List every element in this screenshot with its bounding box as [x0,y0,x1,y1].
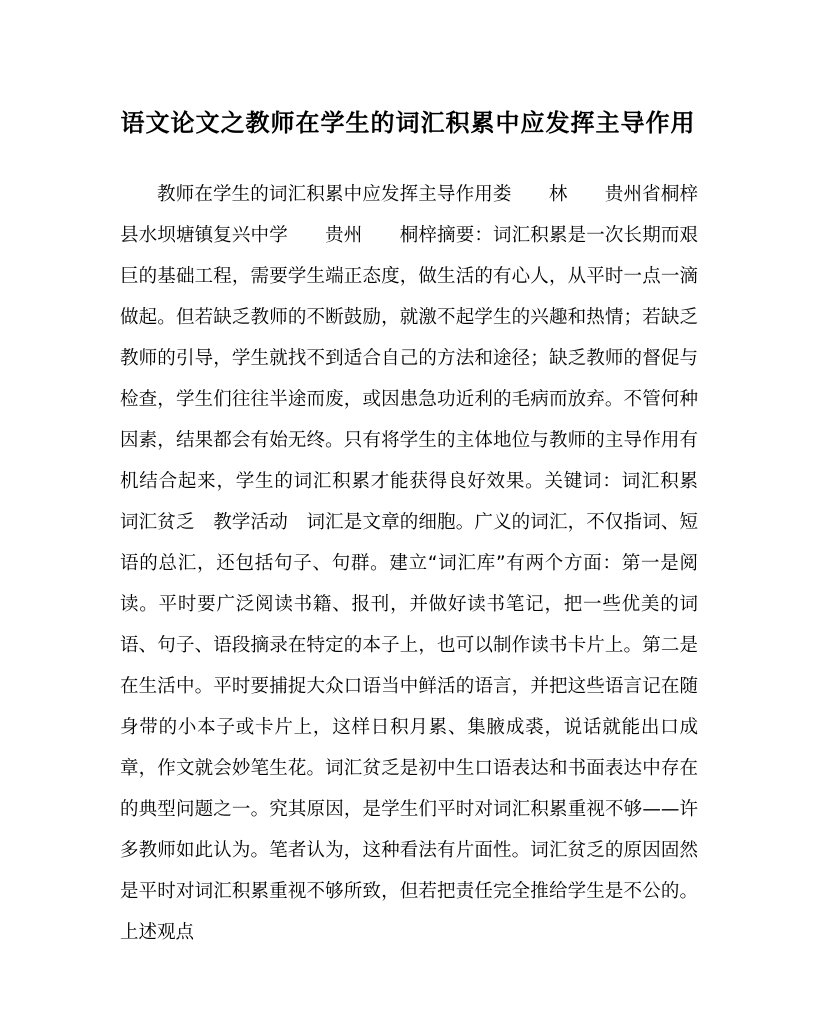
document-title: 语文论文之教师在学生的词汇积累中应发挥主导作用 [120,108,696,137]
document-body-paragraph: 教师在学生的词汇积累中应发挥主导作用娄 林 贵州省桐梓县水坝塘镇复兴中学 贵州 桐梓摘要：词汇积累是一次长期而艰巨的基础工程，需要学生端正态度，做生活的有心人，从平时一点一滴做起。但若缺乏教师的不断鼓励，就激不起学生的兴趣和热情；若缺乏教师的引导，学生就找不到适合自己的方法和途径；缺乏教师的督促与检查，学生们往往半途而废，或因患急功近利的毛病而放弃。不管何种因素，结果都会有始无终。只有将学生的主体地位与教师的主导作用有机结合起来，学生的词汇积累才能获得良好效果。关键词：词汇积累 词汇贫乏 教学活动 词汇是文章的细胞。广义的词汇，不仅指词、短语的总汇，还包括句子、句群。建立“词汇库”有两个方面：第一是阅读。平时要广泛阅读书籍、报刊，并做好读书笔记，把一些优美的词语、句子、语段摘录在特定的本子上，也可以制作读书卡片上。第二是在生活中。平时要捕捉大众口语当中鲜活的语言，并把这些语言记在随身带的小本子或卡片上，这样日积月累、集腋成裘，说话就能出口成章，作文就会妙笔生花。词汇贫乏是初中生口语表达和书面表达中存在的典型问题之一。究其原因，是学生们平时对词汇积累重视不够——许多教师如此认为。笔者认为，这种看法有片面性。词汇贫乏的原因固然是平时对词汇积累重视不够所致，但若把责任完全推给学生是不公的。上述观点 [120,184,717,943]
